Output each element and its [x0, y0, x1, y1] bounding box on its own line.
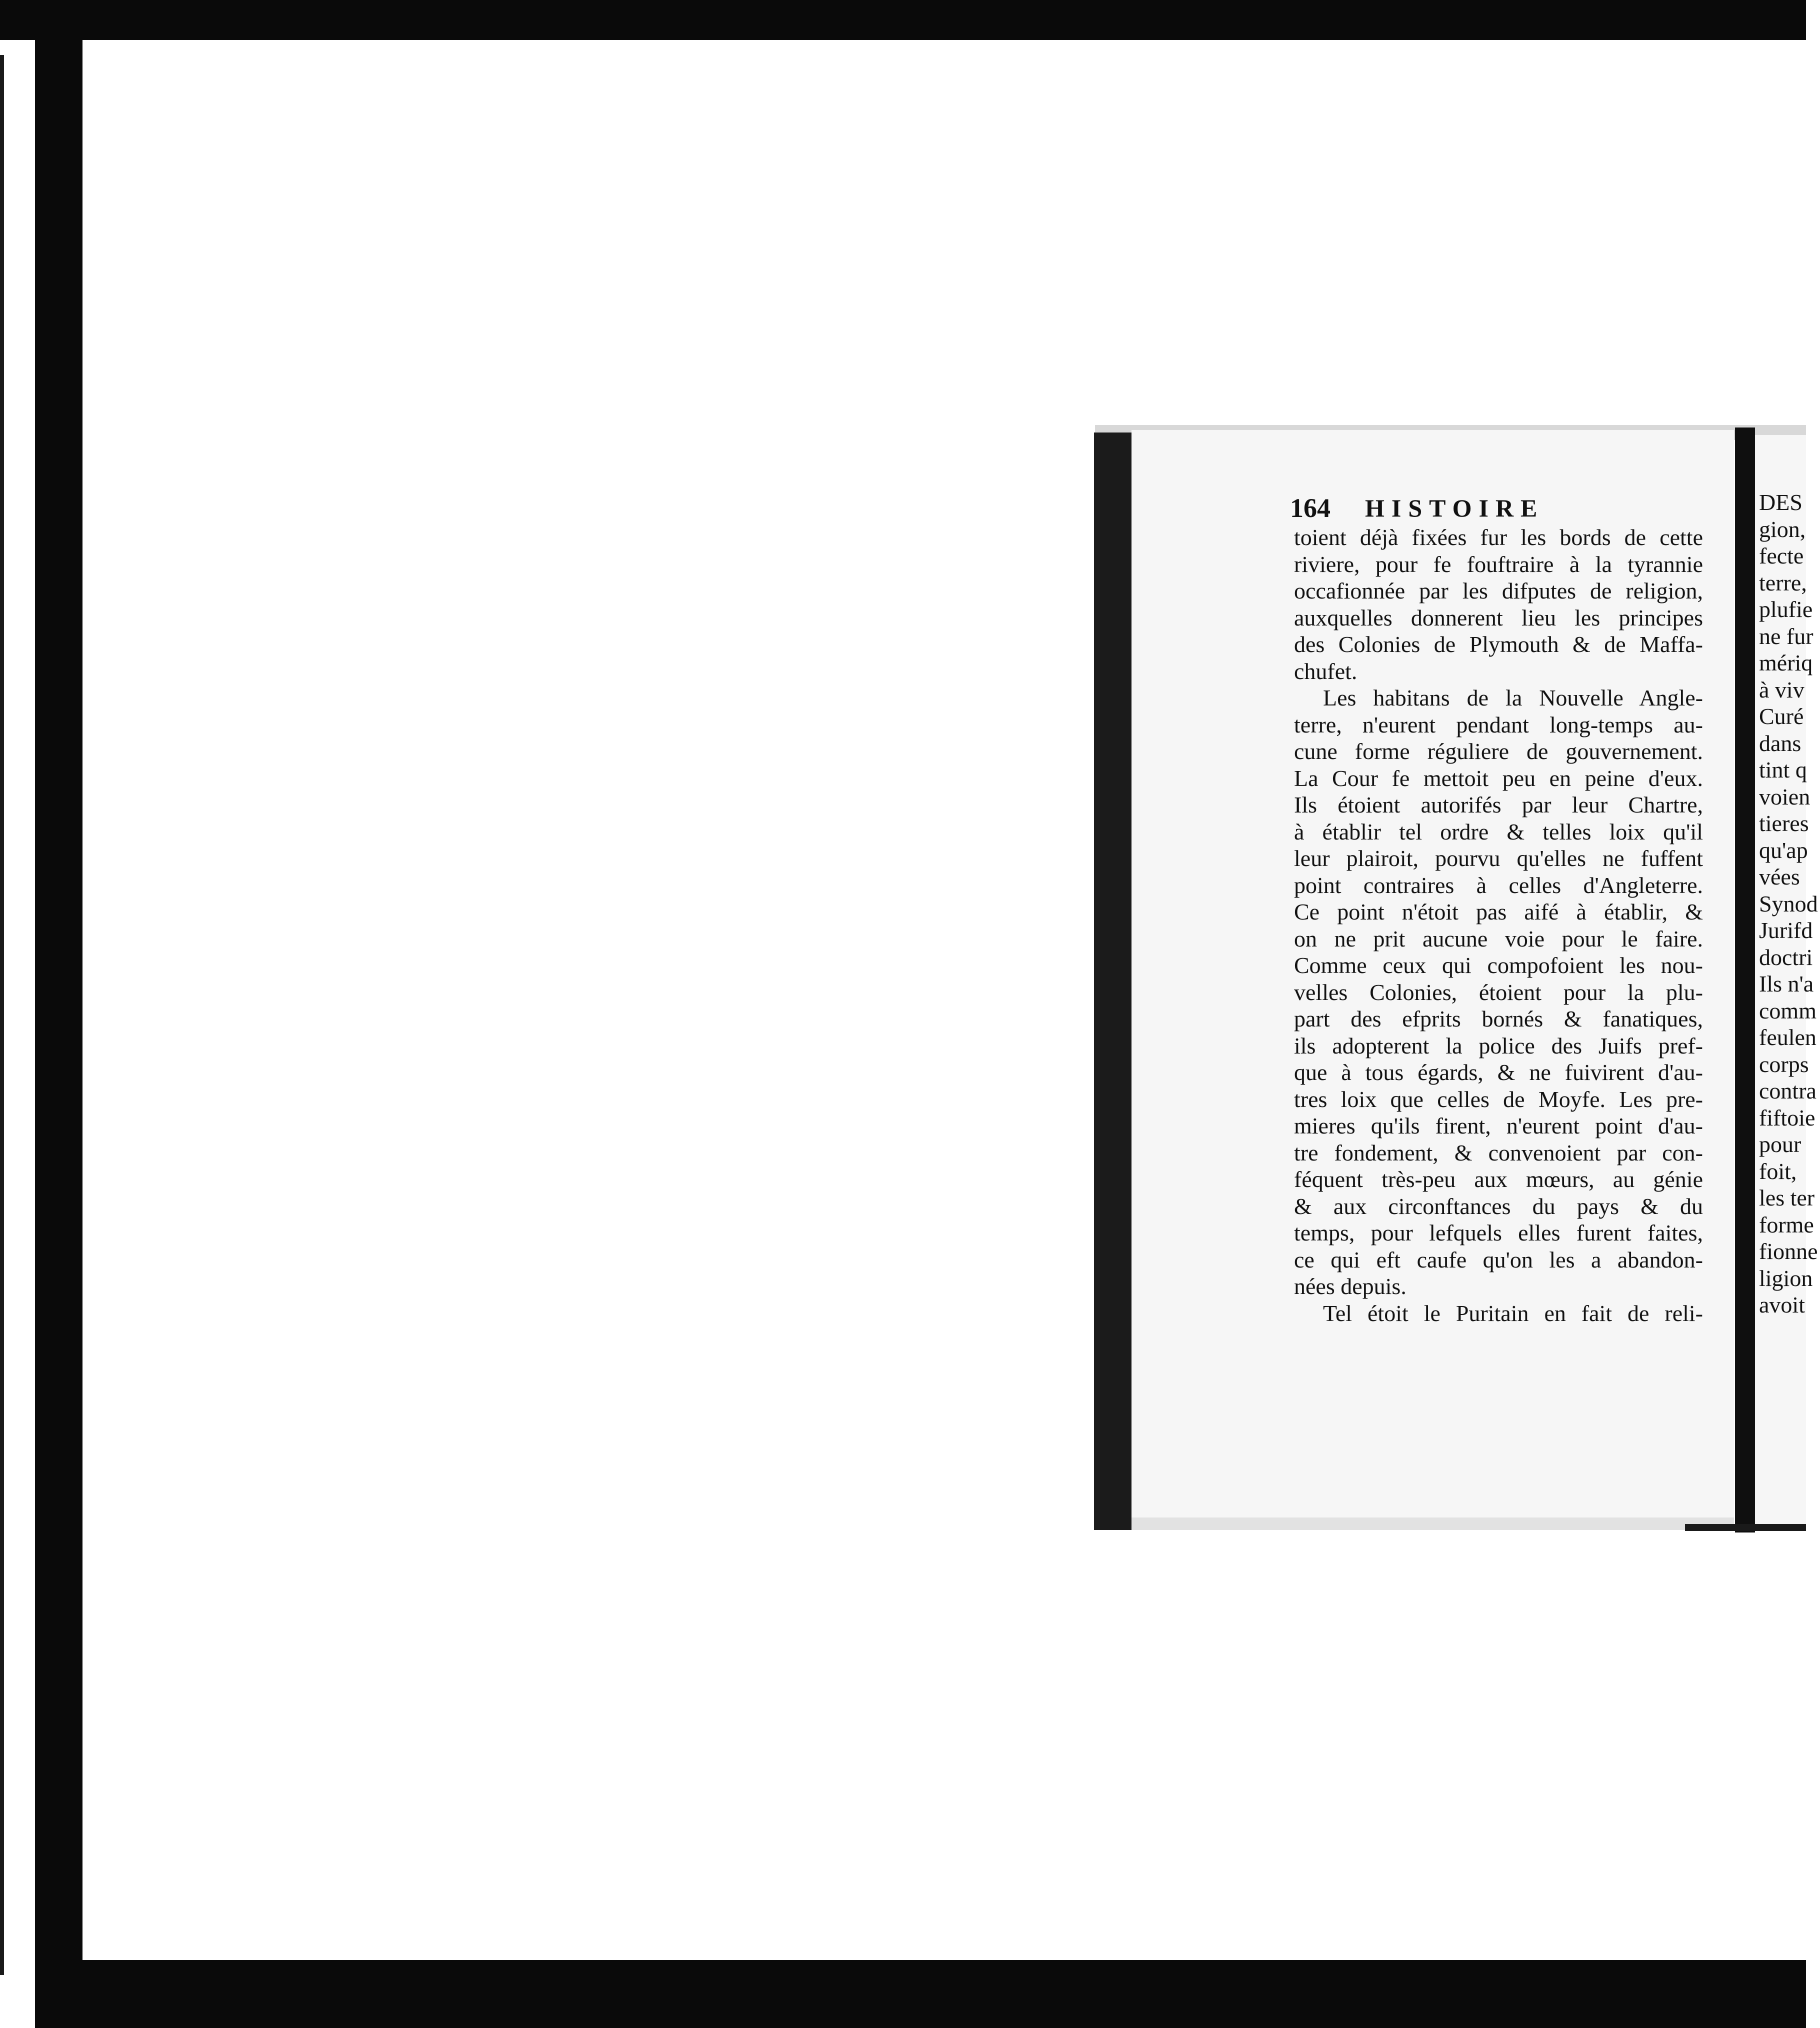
text-line: ils adopterent la police des Juifs pref- [1294, 1032, 1703, 1058]
text-line: temps, pour lefquels elles furent faites, [1294, 1220, 1703, 1246]
text-line: cune forme réguliere de gouvernement. [1294, 738, 1703, 764]
right-page-fragment: Ils n'a [1759, 971, 1814, 996]
text-line: des Colonies de Plymouth & de Maffa- [1294, 632, 1703, 657]
right-page-text-fragments [1759, 489, 1818, 1318]
text-line: leur plairoit, pourvu qu'elles ne fuffent [1294, 846, 1703, 871]
right-page-fragment: doctri [1759, 944, 1813, 970]
right-page-fragment: mériq [1759, 650, 1813, 676]
text-line: riviere, pour fe fouftraire à la tyrannie [1294, 551, 1703, 577]
running-title: HISTOIRE [1365, 494, 1544, 522]
page-number: 164 [1290, 493, 1330, 523]
right-page-fragment: fionne [1759, 1238, 1818, 1264]
scan-frame-left [35, 0, 82, 2028]
text-line: tres loix que celles de Moyfe. Les pre- [1294, 1086, 1703, 1112]
text-line: occafionnée par les difputes de religion, [1294, 578, 1703, 604]
text-line: mieres qu'ils firent, n'eurent point d'au- [1294, 1113, 1703, 1138]
right-page-fragment: à viv [1759, 676, 1804, 702]
scan-frame-bottom [35, 1960, 1806, 2028]
text-line: La Cour fe mettoit peu en peine d'eux. [1294, 765, 1703, 791]
right-page-fragment: pour [1759, 1132, 1802, 1157]
text-line: on ne prit aucune voie pour le faire. [1294, 926, 1703, 952]
text-line: Comme ceux qui compofoient les nou- [1294, 952, 1703, 978]
right-page-fragment: voien [1759, 784, 1810, 810]
text-line: féquent très-peu aux mœurs, au génie [1294, 1166, 1703, 1192]
text-line: Tel étoit le Puritain en fait de reli- [1323, 1300, 1703, 1326]
right-page-fragment: Synod [1759, 890, 1818, 916]
right-page-fragment: comm [1759, 998, 1816, 1024]
page-header [1290, 492, 1820, 524]
right-page-fragment: forme [1759, 1212, 1814, 1238]
right-page-fragment: dans [1759, 730, 1802, 756]
right-page-fragment: les ter [1759, 1185, 1815, 1210]
right-page-fragment: contra [1759, 1078, 1816, 1104]
right-page-fragment: tieres [1759, 810, 1809, 836]
right-page-fragment: foit, [1759, 1158, 1797, 1184]
right-page-fragment: Jurifd [1759, 918, 1813, 943]
right-page-fragment: corps [1759, 1051, 1809, 1077]
right-page-fragment: avoit [1759, 1292, 1805, 1318]
text-line: ce qui eft caufe qu'on les a abandon- [1294, 1246, 1703, 1272]
text-line: Ce point n'étoit pas aifé à établir, & [1294, 899, 1703, 924]
text-line: que à tous égards, & ne fuivirent d'au- [1294, 1060, 1703, 1085]
right-page-fragment: tint q [1759, 757, 1807, 782]
text-line: & aux circonftances du pays & du [1294, 1193, 1703, 1219]
text-line: part des efprits bornés & fanatiques, [1294, 1006, 1703, 1032]
text-line: Les habitans de la Nouvelle Angle- [1323, 685, 1703, 710]
text-line: toient déjà fixées fur les bords de cette [1294, 524, 1703, 550]
right-page-fragment: DES [1759, 490, 1802, 515]
book-left-edge [1094, 432, 1132, 1530]
left-page-bottom-edge [1132, 1518, 1734, 1530]
right-page-bottom-edge [1685, 1524, 1806, 1531]
text-line: Ils étoient autorifés par leur Chartre, [1294, 792, 1703, 818]
right-page-fragment: vées [1759, 864, 1800, 890]
right-page-fragment: plufie [1759, 596, 1813, 622]
text-line: velles Colonies, étoient pour la plu- [1294, 979, 1703, 1005]
right-page-fragment: gion, [1759, 516, 1806, 542]
text-line: chufet. [1294, 658, 1358, 684]
left-page-text [1294, 524, 1703, 1326]
right-page-fragment: fecte [1759, 543, 1804, 568]
scan-frame-top [0, 0, 1806, 40]
right-page-fragment: qu'ap [1759, 837, 1808, 863]
text-line: nées depuis. [1294, 1274, 1406, 1299]
text-line: tre fondement, & convenoient par con- [1294, 1140, 1703, 1166]
text-line: point contraires à celles d'Angleterre. [1294, 872, 1703, 898]
right-page-fragment: ne fur [1759, 623, 1814, 649]
right-page-fragment: terre, [1759, 570, 1807, 596]
right-page-fragment: ligion [1759, 1265, 1813, 1291]
text-line: terre, n'eurent pendant long-temps au- [1294, 712, 1703, 738]
right-page-fragment: feulen [1759, 1024, 1816, 1050]
text-line: auxquelles donnerent lieu les principes [1294, 604, 1703, 630]
book-gutter [1735, 428, 1755, 1532]
right-page-fragment: fiftoie [1759, 1104, 1816, 1130]
scan-edge-mark [0, 55, 4, 1975]
text-line: à établir tel ordre & telles loix qu'il [1294, 818, 1703, 844]
right-page-fragment: Curé [1759, 704, 1804, 729]
